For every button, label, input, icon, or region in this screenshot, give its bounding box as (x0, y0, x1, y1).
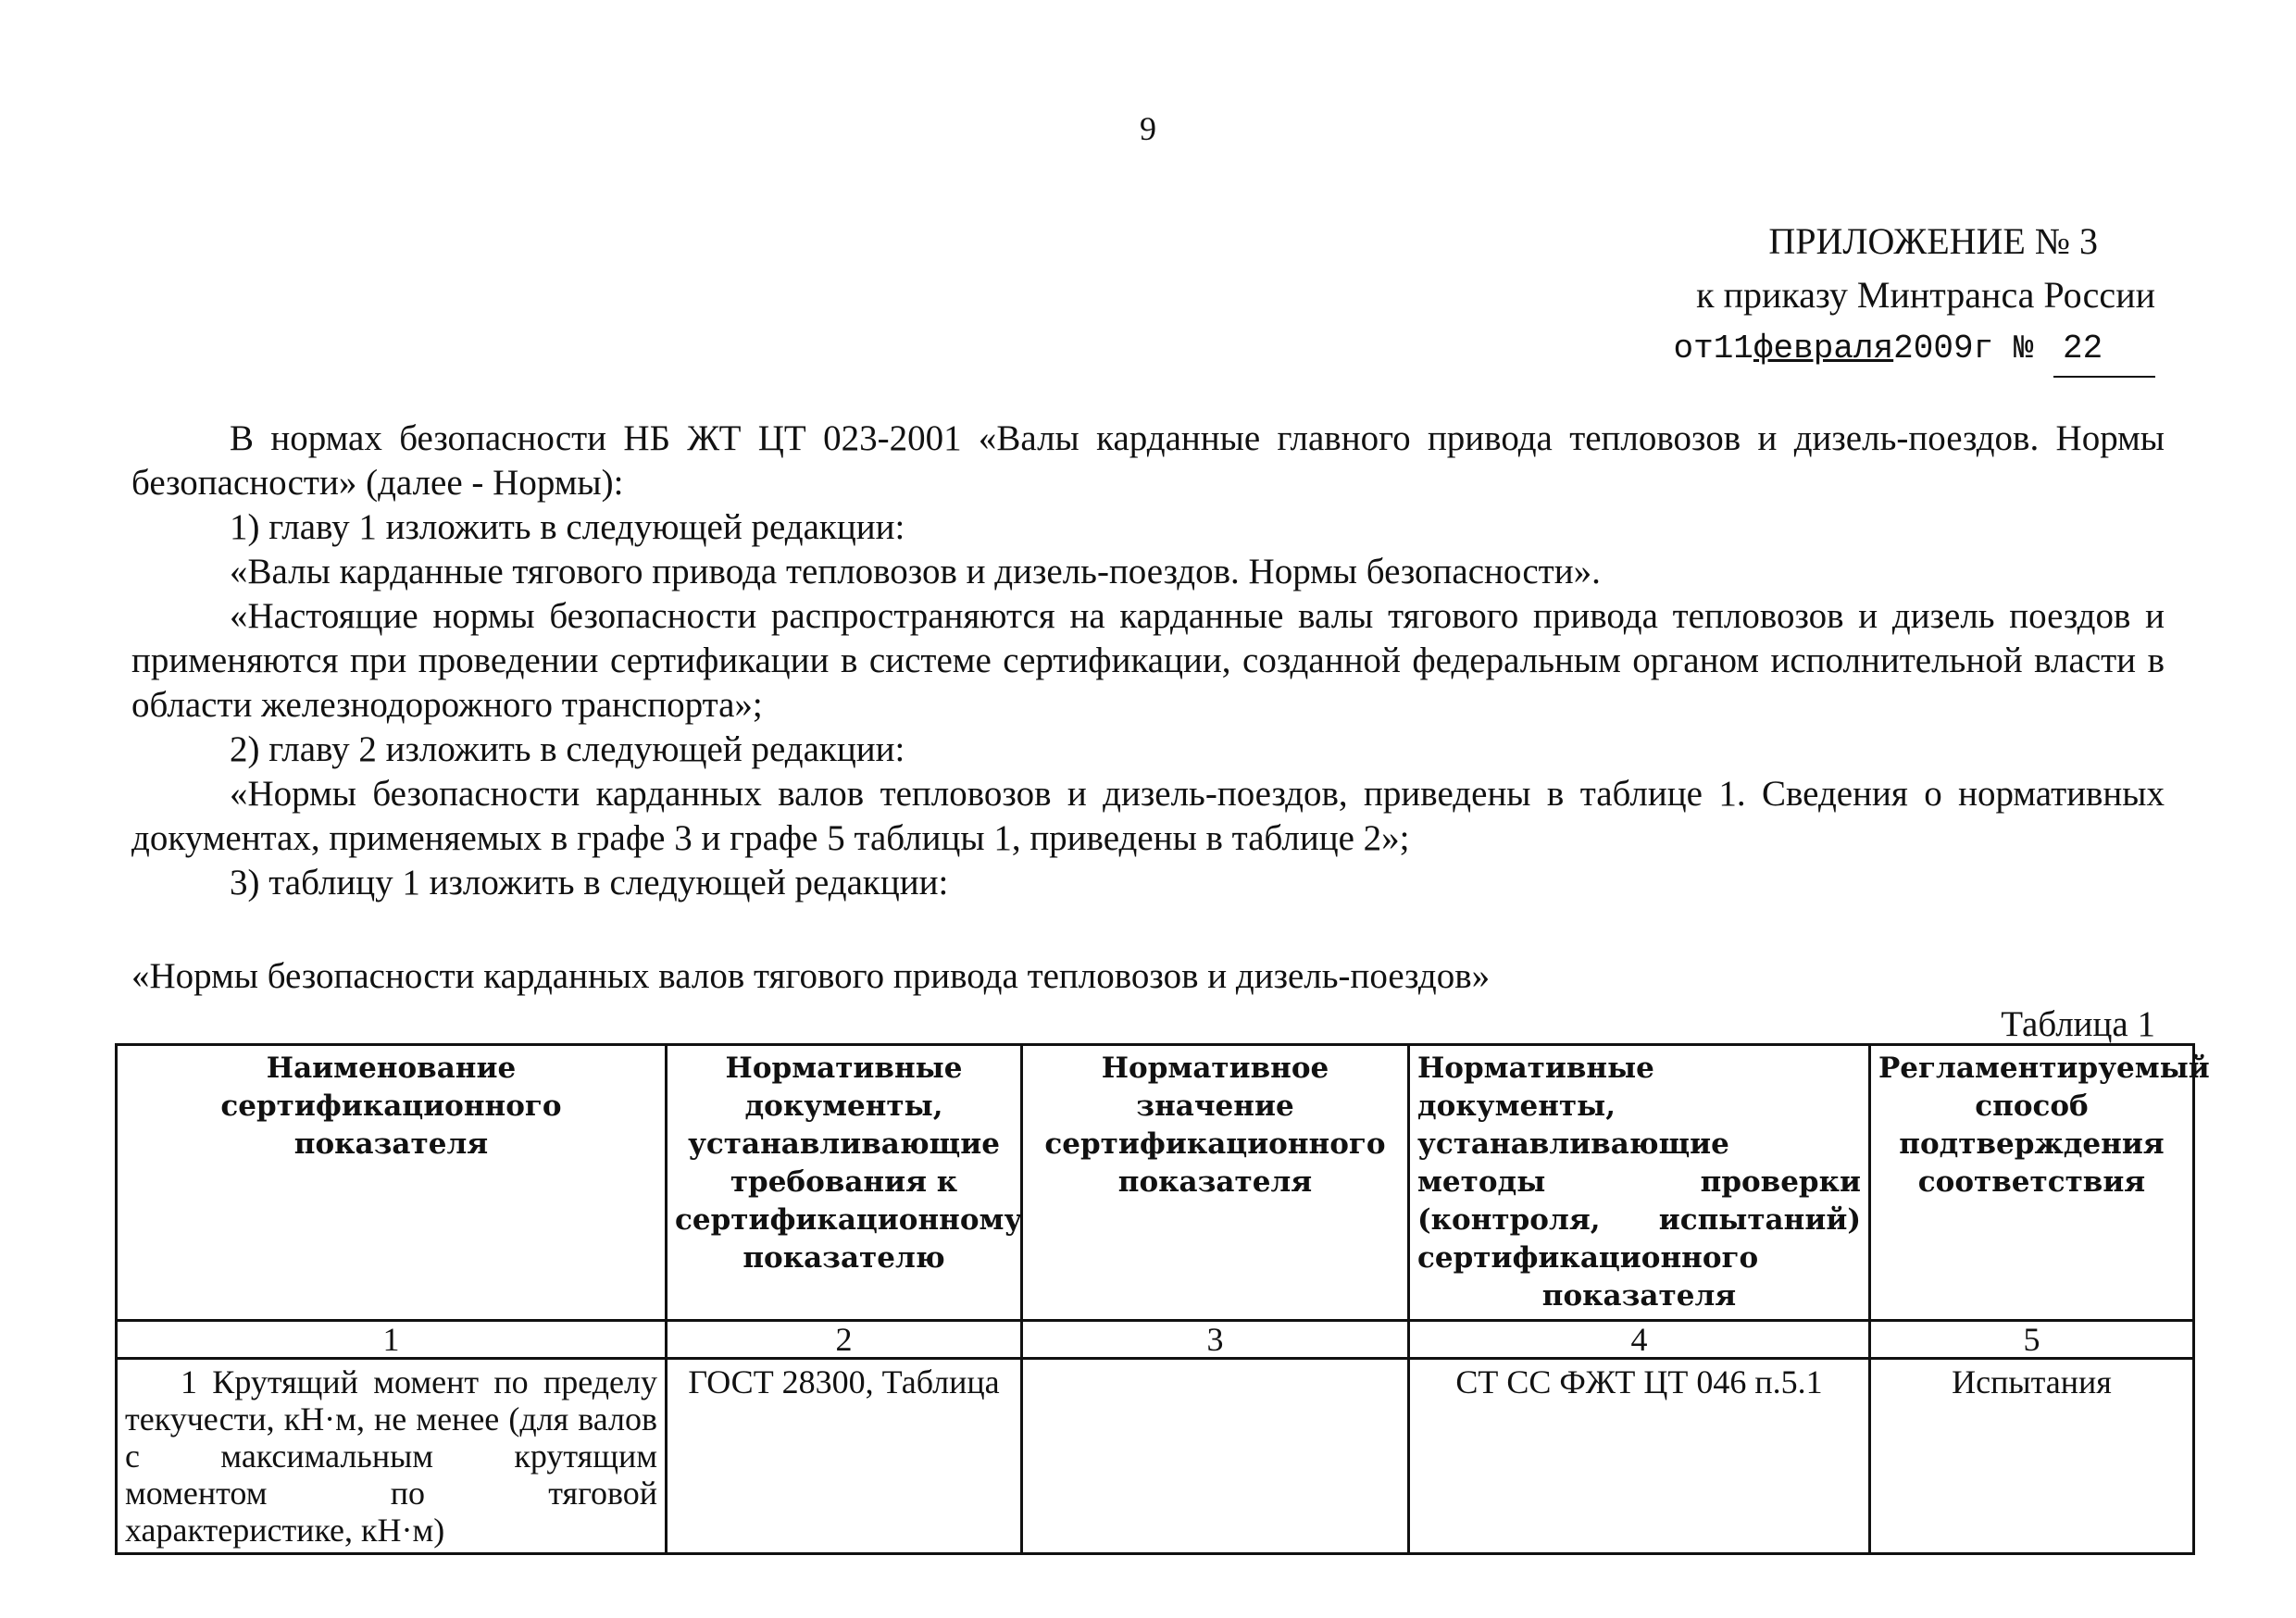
date-day: 11 (1713, 330, 1753, 367)
header-requirement-documents: Нормативные документы, устанавливающие требования к сертификационному показателю (667, 1045, 1022, 1321)
paragraph-chapter-1-scope: «Настоящие нормы безопасности распространяются на карданные валы тягового привода тепловозов и дизель поездов и применяются при проведении сертификации в системе сертификации, созданной федеральным органом исполнительной власти в области железнодорожного транспорта»; (131, 596, 2165, 725)
paragraph-chapter-2-text: «Нормы безопасности карданных валов тепловозов и дизель-поездов, приведены в таблице 1. Сведения о нормативных документах, применяемых в графе 3 и графе 5 таблицы 1, приведены в таблице 2»; (131, 774, 2165, 858)
paragraph-intro: В нормах безопасности НБ ЖТ ЦТ 023-2001 «Валы карданные главного привода тепловозов и дизель-поездов. Нормы безопасности» (далее - Нормы): (131, 418, 2165, 503)
column-number: 3 (1022, 1321, 1409, 1359)
table-header-row (117, 1045, 2194, 1321)
header-conformity-method: Регламентируемый способ подтверждения соответствия (1870, 1045, 2194, 1321)
column-number: 5 (1870, 1321, 2194, 1359)
cell-requirement-documents: ГОСТ 28300, Таблица (667, 1359, 1022, 1554)
cell-indicator-name: 1 Крутящий момент по пределу текучести, кН·м, не менее (для валов с максимальным крутящим моментом по тяговой характеристике, кН·м) (117, 1359, 667, 1554)
column-number-row (117, 1321, 2194, 1359)
cell-conformity-method: Испытания (1870, 1359, 2194, 1554)
date-year: 2009 (1893, 330, 1974, 367)
table-row (117, 1359, 2194, 1554)
date-suffix: г № (1973, 330, 2034, 367)
annex-order-reference: к приказу Минтранса России (1696, 274, 2155, 316)
paragraph-item-3: 3) таблицу 1 изложить в следующей редакции: (230, 863, 949, 902)
document-body (131, 417, 2165, 905)
paragraph-item-1: 1) главу 1 изложить в следующей редакции: (230, 507, 905, 547)
paragraph-chapter-1-title: «Валы карданные тягового привода тепловозов и дизель-поездов. Нормы безопасности». (230, 552, 1601, 591)
norms-table (115, 1043, 2210, 1555)
cell-normative-value (1022, 1359, 1409, 1554)
date-month: февраля (1753, 330, 1894, 367)
column-number: 1 (117, 1321, 667, 1359)
table-title: «Нормы безопасности карданных валов тягового привода тепловозов и дизель-поездов» (131, 956, 1491, 996)
column-number: 2 (667, 1321, 1022, 1359)
cell-test-method-documents: СТ СС ФЖТ ЦТ 046 п.5.1 (1409, 1359, 1870, 1554)
header-indicator-name: Наименование сертификационного показателя (117, 1045, 667, 1321)
page-number: 9 (1140, 110, 1156, 147)
header-normative-value: Нормативное значение сертификационного показателя (1022, 1045, 1409, 1321)
table-label: Таблица 1 (2001, 1004, 2155, 1044)
paragraph-item-2: 2) главу 2 изложить в следующей редакции: (230, 729, 905, 769)
date-prefix: от (1673, 330, 1714, 367)
annex-date-line (1673, 322, 2155, 378)
annex-title: ПРИЛОЖЕНИЕ № 3 (1768, 220, 2098, 262)
column-number: 4 (1409, 1321, 1870, 1359)
order-number: 22 (2053, 322, 2155, 378)
annex-header (1673, 215, 2155, 378)
header-test-method-documents: Нормативные документы, устанавливающие методы проверки (контроля, испытаний) сертификационного показателя (1409, 1045, 1870, 1321)
